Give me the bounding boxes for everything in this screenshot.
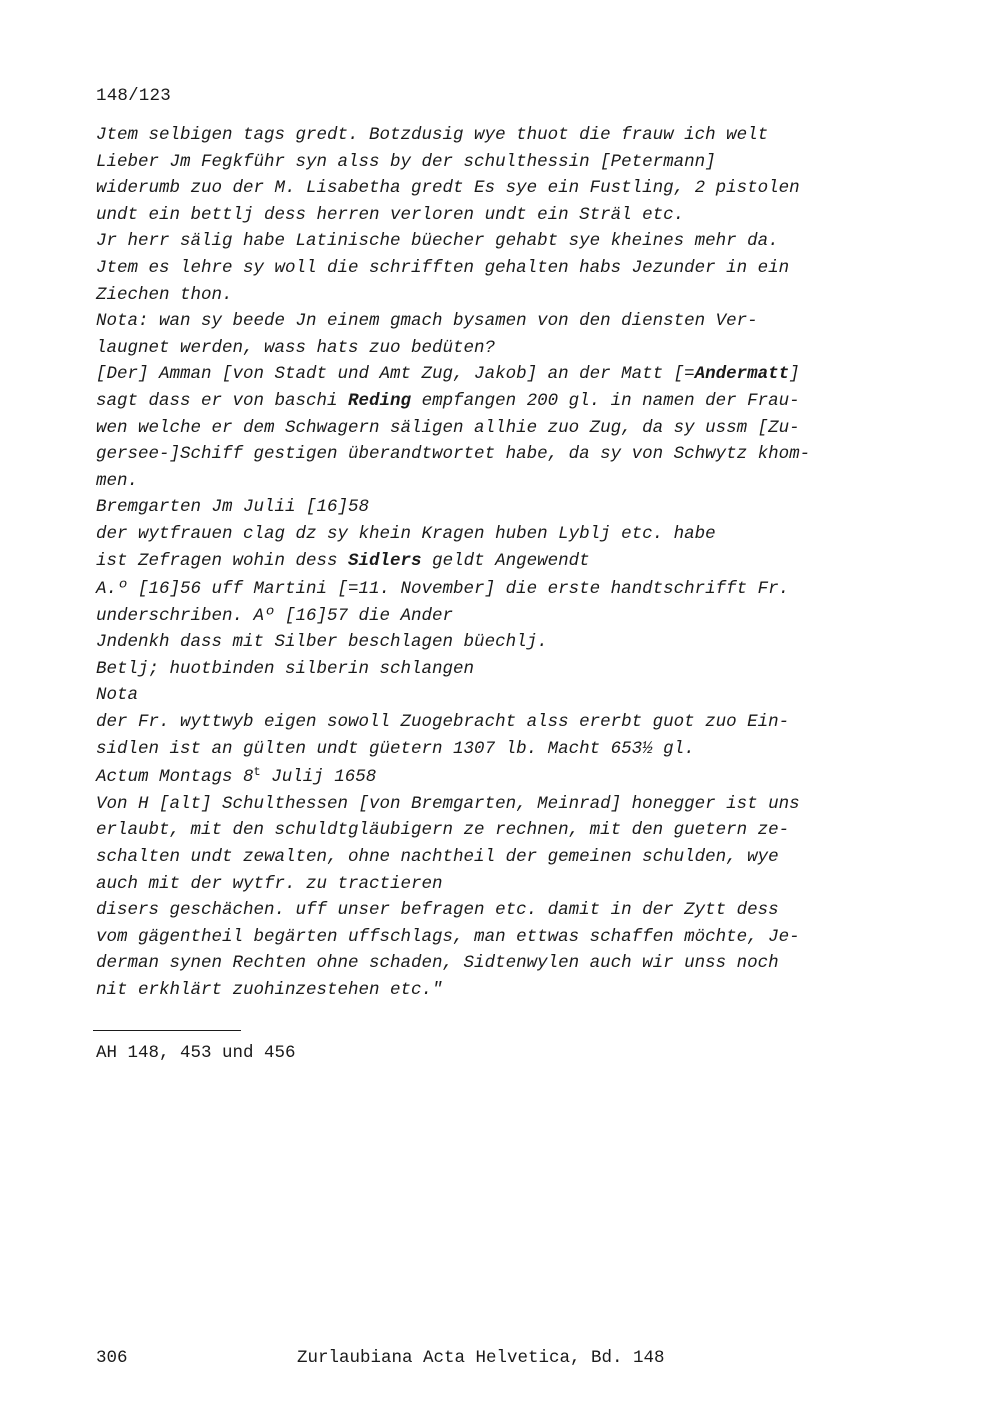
text-line-sidlers [96, 548, 896, 575]
line-part: sagt dass er von baschi [96, 390, 349, 411]
bold-name-reding: Reding [348, 390, 412, 411]
line-part: ist Zefragen wohin dess [96, 550, 349, 571]
text-line: der wytfrauen clag dz sy khein Kragen huben Lyblj etc. habe [96, 523, 716, 544]
text-line-andermatt [96, 361, 896, 388]
text-line: Jtem selbigen tags gredt. Botzdusig wye thuot die frauw ich welt [96, 125, 769, 145]
footnote: AH 148, 453 und 456 [96, 1043, 296, 1063]
text-line: laugnet werden, wass hats zuo bedüten? [96, 337, 496, 358]
text-line: Nota [96, 685, 139, 706]
page-number: 306 [96, 1348, 128, 1368]
footnote-separator [93, 1030, 241, 1031]
line-part: geldt Angewendt [421, 550, 590, 571]
text-line: underschriben. Aº [16]57 die Ander [96, 605, 454, 626]
text-line: widerumb zuo der M. Lisabetha gredt Es sye ein Fustling, 2 pistolen [96, 178, 800, 199]
archive-reference: 148/123 [96, 86, 171, 106]
text-line: Von H [alt] Schulthessen [von Bremgarten, Meinrad] honegger ist uns [96, 793, 800, 814]
text-line: Jndenkh dass mit Silber beschlagen büechlj. [96, 632, 548, 653]
text-line: Ziechen thon. [96, 284, 233, 305]
text-line: disers geschächen. uff unser befragen etc. damit in der Zytt dess [96, 900, 779, 921]
line-part: empfangen 200 gl. in namen der Frau- [411, 390, 800, 411]
text-line: erlaubt, mit den schuldtgläubigern ze rechnen, mit den guetern ze- [96, 820, 790, 841]
running-title: Zurlaubiana Acta Helvetica, Bd. 148 [297, 1348, 665, 1368]
text-line: derman synen Rechten ohne schaden, Sidtenwylen auch wir unss noch [96, 953, 779, 974]
bold-name-sidlers: Sidlers [348, 550, 422, 571]
text-line: vom gägentheil begärten uffschlags, man ettwas schaffen möchte, Je- [96, 926, 800, 947]
text-line-actum [96, 764, 896, 791]
text-line: Nota: wan sy beede Jn einem gmach bysamen von den diensten Ver- [96, 311, 758, 332]
text-line: Jtem es lehre sy woll die schrifften gehalten habs Jezunder in ein [96, 257, 790, 278]
bold-name-andermatt: Andermatt [694, 364, 790, 385]
text-line: schalten undt zewalten, ohne nachtheil der gemeinen schulden, wye [96, 847, 779, 868]
text-line: undt ein bettlj dess herren verloren undt ein Sträl etc. [96, 204, 685, 225]
text-line: Betlj; huotbinden silberin schlangen [96, 658, 475, 679]
text-line: Lieber Jm Fegkführ syn alss by der schulthessin [Petermann] [96, 151, 716, 172]
text-line: der Fr. wyttwyb eigen sowoll Zuogebracht alss ererbt guot zuo Ein- [96, 712, 790, 733]
transcription-body [96, 122, 896, 1004]
text-line: Bremgarten Jm Julii [16]58 [96, 497, 370, 518]
text-line: auch mit der wytfr. zu tractieren [96, 873, 443, 894]
text-line: men. [96, 470, 139, 491]
text-line: nit erkhlärt zuohinzestehen etc." [96, 980, 443, 1000]
text-line: A.º [16]56 uff Martini [=11. November] die erste handtschrifft Fr. [96, 579, 790, 600]
line-part: Julij 1658 [260, 767, 377, 788]
text-line-reding [96, 388, 896, 415]
text-line: Jr herr sälig habe Latinische büecher gehabt sye kheines mehr da. [96, 231, 779, 252]
line-part: Actum Montags 8 [96, 767, 254, 788]
superscript: t [253, 765, 261, 780]
text-line: wen welche er dem Schwagern säligen allhie zuo Zug, da sy ussm [Zu- [96, 417, 800, 438]
line-part: ] [789, 364, 800, 385]
line-part: [Der] Amman [von Stadt und Amt Zug, Jakob] an der Matt [= [96, 364, 695, 385]
text-line: sidlen ist an gülten undt güetern 1307 lb. Macht 653½ gl. [96, 738, 695, 759]
text-line: gersee-]Schiff gestigen überandtwortet habe, da sy von Schwytz khom- [96, 444, 811, 465]
